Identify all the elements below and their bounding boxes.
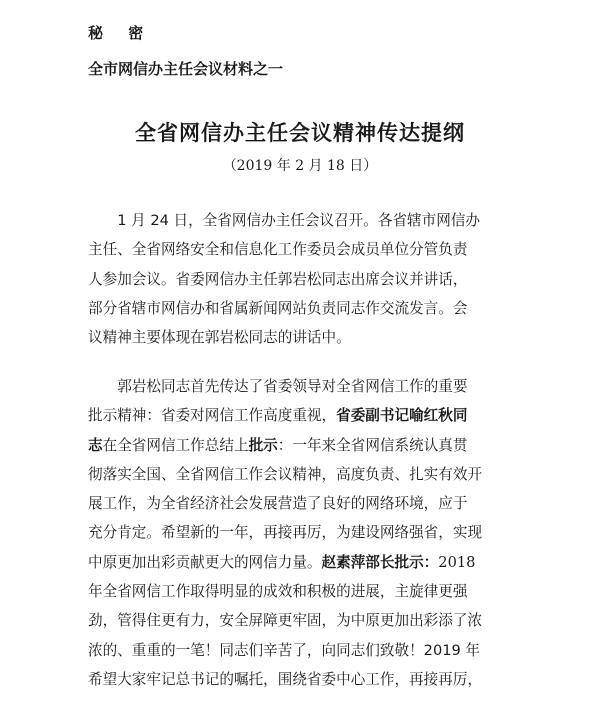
paragraph-line: 部分省辖市网信办和省属新闻网站负责同志作交流发言。会 bbox=[88, 299, 468, 317]
paragraph-line: 主任、全省网络安全和信息化工作委员会成员单位分管负责 bbox=[88, 241, 468, 259]
document-title: 全省网信办主任会议精神传达提纲 bbox=[135, 121, 465, 145]
paragraph-line: 议精神主要体现在郭岩松同志的讲话中。 bbox=[88, 329, 351, 347]
paragraph-line: 展工作，为全省经济社会发展营造了良好的网络环境，应于 bbox=[88, 495, 468, 513]
paragraph-line: 浓的、重重的一笔！同志们辛苦了，向同志们致敬！2019 年 bbox=[88, 641, 481, 659]
text-run: ：一年来全省网信系统认真贯 bbox=[277, 436, 468, 454]
text-run: 在全省网信工作总结上 bbox=[102, 436, 249, 454]
classification-label: 秘 密 bbox=[88, 24, 154, 42]
paragraph-line: 人参加会议。省委网信办主任郭岩松同志出席会议并讲话， bbox=[88, 270, 468, 288]
paragraph-line: 充分肯定。希望新的一年，再接再厉，为建设网络强省，实现 bbox=[88, 524, 483, 542]
document-date: （2019 年 2 月 18 日） bbox=[222, 158, 378, 174]
paragraph-2 bbox=[88, 372, 528, 694]
paragraph-1 bbox=[88, 206, 528, 352]
paragraph-line: 郭岩松同志首先传达了省委领导对全省网信工作的重要 bbox=[88, 378, 468, 395]
year-text-run: 2018 bbox=[438, 553, 476, 571]
paragraph-line: 希望大家牢记总书记的嘱托，围绕省委中心工作，再接再厉， bbox=[88, 670, 483, 688]
paragraph-line: 1 月 24 日，全省网信办主任会议召开。各省辖市网信办 bbox=[88, 212, 481, 229]
bold-text-run: 省委副书记喻红秋同 bbox=[336, 407, 468, 425]
paragraph-line bbox=[88, 431, 528, 460]
paragraph-line bbox=[88, 401, 528, 430]
paragraph-line: 年全省网信工作取得明显的成效和积极的进展，主旋律更强 bbox=[88, 583, 468, 601]
bold-text-run: 志 bbox=[88, 436, 103, 454]
paragraph-line: 劲，管得住更有力，安全屏障更牢固，为中原更加出彩添了浓 bbox=[88, 612, 483, 630]
material-series-label: 全市网信办主任会议材料之一 bbox=[88, 60, 284, 78]
text-run: 中原更加出彩贡献更大的网信力量。 bbox=[88, 553, 322, 571]
paragraph-line bbox=[88, 548, 528, 577]
bold-text-run: 批示 bbox=[248, 436, 278, 454]
text-run: 批示精神：省委对网信工作高度重视， bbox=[88, 407, 337, 425]
bold-text-run: 赵素萍部长批示： bbox=[321, 553, 439, 571]
paragraph-line: 彻落实全国、全省网信工作会议精神，高度负责、扎实有效开 bbox=[88, 465, 483, 483]
